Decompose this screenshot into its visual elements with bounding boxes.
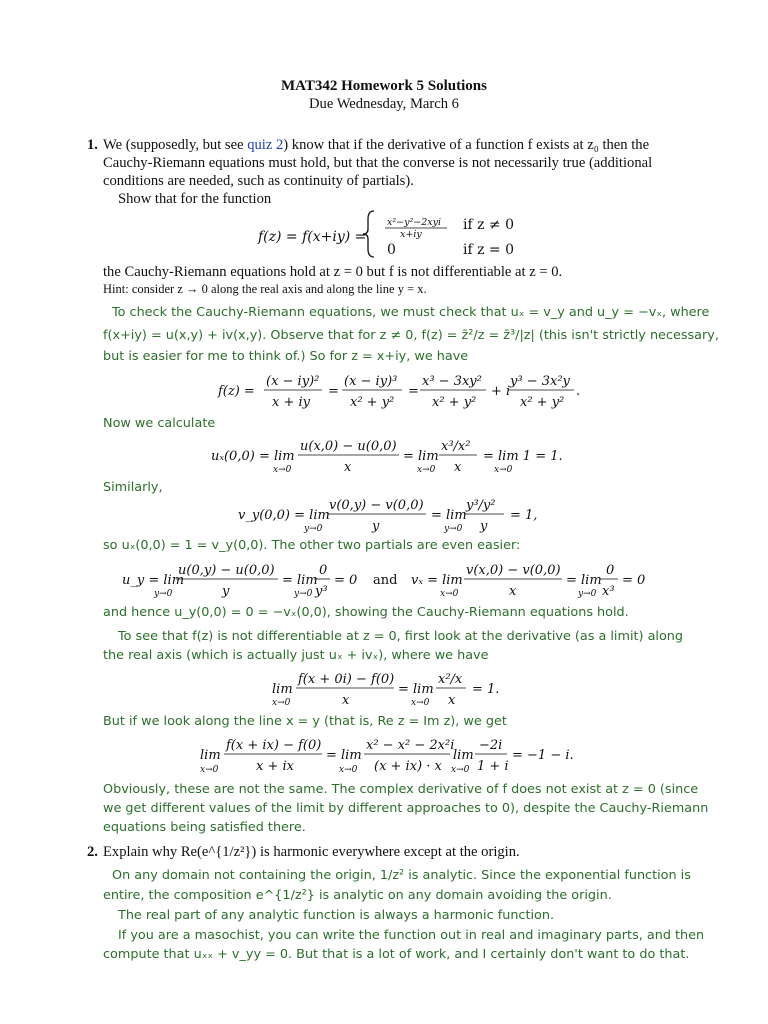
diff-line-1: To see that f(z) is not differentiable at z = 0, first look at the derivative (as a limit) along [118,629,684,644]
svg-text:1 + i: 1 + i [477,759,509,774]
svg-text:x→0: x→0 [440,589,459,599]
svg-text:u(0,y) − u(0,0): u(0,y) − u(0,0) [178,563,275,578]
solution-1-line-3: but is easier for me to think of.) So for z = x+iy, we have [103,349,469,364]
svg-text:y³ − 3x²y: y³ − 3x²y [510,374,570,389]
obviously-line-3: equations being satisfied there. [103,820,306,835]
svg-text:x→0: x→0 [339,765,358,775]
solution-1-line-2: f(x+iy) = u(x,y) + iv(x,y). Observe that for z ≠ 0, f(z) = z̄²/z = z̄³/|z| (this isn't strictly necessary, [103,328,719,343]
intro-text-b: ) know that if the derivative of a function f exists at z₀ then the [283,137,650,153]
similarly: Similarly, [103,480,163,495]
equation-real-axis [268,665,518,711]
svg-text:x² + y²: x² + y² [520,395,565,410]
page-title: MAT342 Homework 5 Solutions [281,78,487,94]
svg-text:y→0: y→0 [304,524,323,534]
due-date: Due Wednesday, March 6 [309,96,459,112]
svg-text:v_y(0,0) = lim: v_y(0,0) = lim [238,508,330,523]
svg-text:= 0: = 0 [334,573,358,588]
obviously-line-2: we get different values of the limit by different approaches to 0), despite the Cauchy-Riemann [103,801,709,816]
svg-text:y: y [372,519,380,534]
svg-text:x²−y²−2xyi: x²−y²−2xyi [387,217,442,228]
svg-text:0: 0 [606,563,615,578]
svg-text:vₓ = lim: vₓ = lim [411,573,463,588]
svg-text:f(x + ix) − f(0): f(x + ix) − f(0) [226,738,322,753]
svg-text:.: . [576,384,581,399]
svg-text:and: and [373,573,398,588]
svg-text:= lim: = lim [431,508,467,523]
quiz-2-link[interactable]: quiz 2 [247,137,284,153]
equation-vy [234,491,554,535]
problem-1-show: Show that for the function [118,191,272,207]
now-we-calculate: Now we calculate [103,416,216,431]
svg-text:+ i: + i [491,384,511,399]
svg-text:x + iy: x + iy [272,395,310,410]
svg-text:x³: x³ [602,584,615,599]
svg-text:y³: y³ [315,584,328,599]
so-line: so uₓ(0,0) = 1 = v_y(0,0). The other two partials are even easier: [103,538,521,553]
svg-text:x² − x² − 2x²i: x² − x² − 2x²i [366,738,455,753]
svg-text:x: x [344,460,352,475]
svg-text:y→0: y→0 [294,589,313,599]
svg-text:= lim: = lim [282,573,318,588]
problem-2-statement: Explain why Re(e^{1/z²}) is harmonic everywhere except at the origin. [103,844,520,860]
svg-text:x: x [342,693,350,708]
svg-text:x + ix: x + ix [256,759,294,774]
svg-text:x→0: x→0 [411,698,430,708]
svg-text:x² + y²: x² + y² [350,395,395,410]
obviously-line-1: Obviously, these are not the same. The complex derivative of f does not exist at z = 0 (since [103,782,699,797]
svg-text:uₓ(0,0) = lim: uₓ(0,0) = lim [211,449,295,464]
svg-text:x→0: x→0 [200,765,219,775]
svg-text:y→0: y→0 [578,589,597,599]
svg-text:= lim 1 = 1.: = lim 1 = 1. [483,449,563,464]
svg-text:x²/x: x²/x [438,672,463,687]
solution-2-line-5: compute that uₓₓ + v_yy = 0. But that is a lot of work, and I certainly don't want to do that. [103,947,690,962]
problem-1-intro-line-1 [103,136,649,154]
equation-uy-vx [118,556,658,602]
svg-text:lim: lim [200,748,221,763]
svg-text:x² + y²: x² + y² [432,395,477,410]
svg-text:=: = [328,384,339,399]
svg-text:x→0: x→0 [417,465,436,475]
svg-text:= 1.: = 1. [472,682,500,697]
solution-2-line-3: The real part of any analytic function is always a harmonic function. [118,908,555,923]
svg-text:= 1,: = 1, [510,508,538,523]
svg-text:0: 0 [319,563,328,578]
hence-line: and hence u_y(0,0) = 0 = −vₓ(0,0), showing the Cauchy-Riemann equations hold. [103,605,629,620]
problem-2-number: 2. [87,844,98,860]
svg-text:y→0: y→0 [444,524,463,534]
svg-text:(x − iy)²: (x − iy)² [266,374,320,389]
def-case-1: if z ≠ 0 [463,217,515,233]
svg-text:−2i: −2i [479,738,503,753]
svg-text:y→0: y→0 [154,589,173,599]
svg-text:y: y [222,584,230,599]
problem-1-intro-line-3: conditions are needed, such as continuity of partials). [103,173,414,189]
def-lhs: f(z) = f(x+iy) = [258,229,367,245]
solution-2-line-1: On any domain not containing the origin, 1/z² is analytic. Since the exponential function is [112,868,691,883]
problem-1-conclusion: the Cauchy-Riemann equations hold at z = 0 but f is not differentiable at z = 0. [103,264,563,280]
svg-text:=: = [408,384,419,399]
svg-text:x: x [509,584,517,599]
problem-1-hint: Hint: consider z → 0 along the real axis and along the line y = x. [103,282,427,296]
svg-text:= lim: = lim [403,449,439,464]
solution-2-line-2: entire, the composition e^{1/z²} is analytic on any domain avoiding the origin. [103,888,612,903]
svg-text:u_y = lim: u_y = lim [122,573,185,588]
equation-ux [205,432,575,476]
svg-text:x→0: x→0 [272,698,291,708]
svg-text:x³ − 3xy²: x³ − 3xy² [422,374,482,389]
svg-text:x: x [454,460,462,475]
svg-text:x+iy: x+iy [400,229,422,240]
problem-1-number: 1. [87,137,98,153]
svg-text:(x + ix) · x: (x + ix) · x [374,759,442,774]
svg-text:x→0: x→0 [451,765,470,775]
svg-text:f(z) =: f(z) = [218,384,255,399]
svg-text:y³/y²: y³/y² [466,498,496,513]
def-zero: 0 [387,242,396,258]
svg-text:f(x + 0i) − f(0): f(x + 0i) − f(0) [298,672,395,687]
svg-text:= lim: = lim [326,748,362,763]
svg-text:= −1 − i.: = −1 − i. [512,748,574,763]
svg-text:= 0: = 0 [622,573,646,588]
svg-text:lim: lim [453,748,474,763]
svg-text:v(x,0) − v(0,0): v(x,0) − v(0,0) [466,563,561,578]
svg-text:x→0: x→0 [494,465,513,475]
equation-diagonal [196,731,596,779]
def-case-2: if z = 0 [463,242,515,258]
svg-text:= lim: = lim [398,682,434,697]
svg-text:y: y [480,519,488,534]
solution-1-line-1: To check the Cauchy-Riemann equations, we must check that uₓ = v_y and u_y = −vₓ, where [112,305,710,320]
svg-text:x: x [448,693,456,708]
svg-text:(x − iy)³: (x − iy)³ [344,374,398,389]
svg-text:u(x,0) − u(0,0): u(x,0) − u(0,0) [300,439,397,454]
svg-text:lim: lim [272,682,293,697]
svg-text:x→0: x→0 [273,465,292,475]
svg-text:= lim: = lim [566,573,602,588]
svg-text:v(0,y) − v(0,0): v(0,y) − v(0,0) [329,498,424,513]
piecewise-definition [250,205,540,263]
intro-text-a: We (supposedly, but see [103,137,244,153]
problem-1-intro-line-2: Cauchy-Riemann equations must hold, but that the converse is not necessarily true (additional [103,155,653,171]
solution-2-line-4: If you are a masochist, you can write the function out in real and imaginary parts, and then [118,928,705,943]
equation-f-expansion [210,368,610,412]
diff-line-2: the real axis (which is actually just uₓ + ivₓ), where we have [103,648,489,663]
but-line: But if we look along the line x = y (that is, Re z = Im z), we get [103,714,507,729]
svg-text:x³/x²: x³/x² [441,439,471,454]
